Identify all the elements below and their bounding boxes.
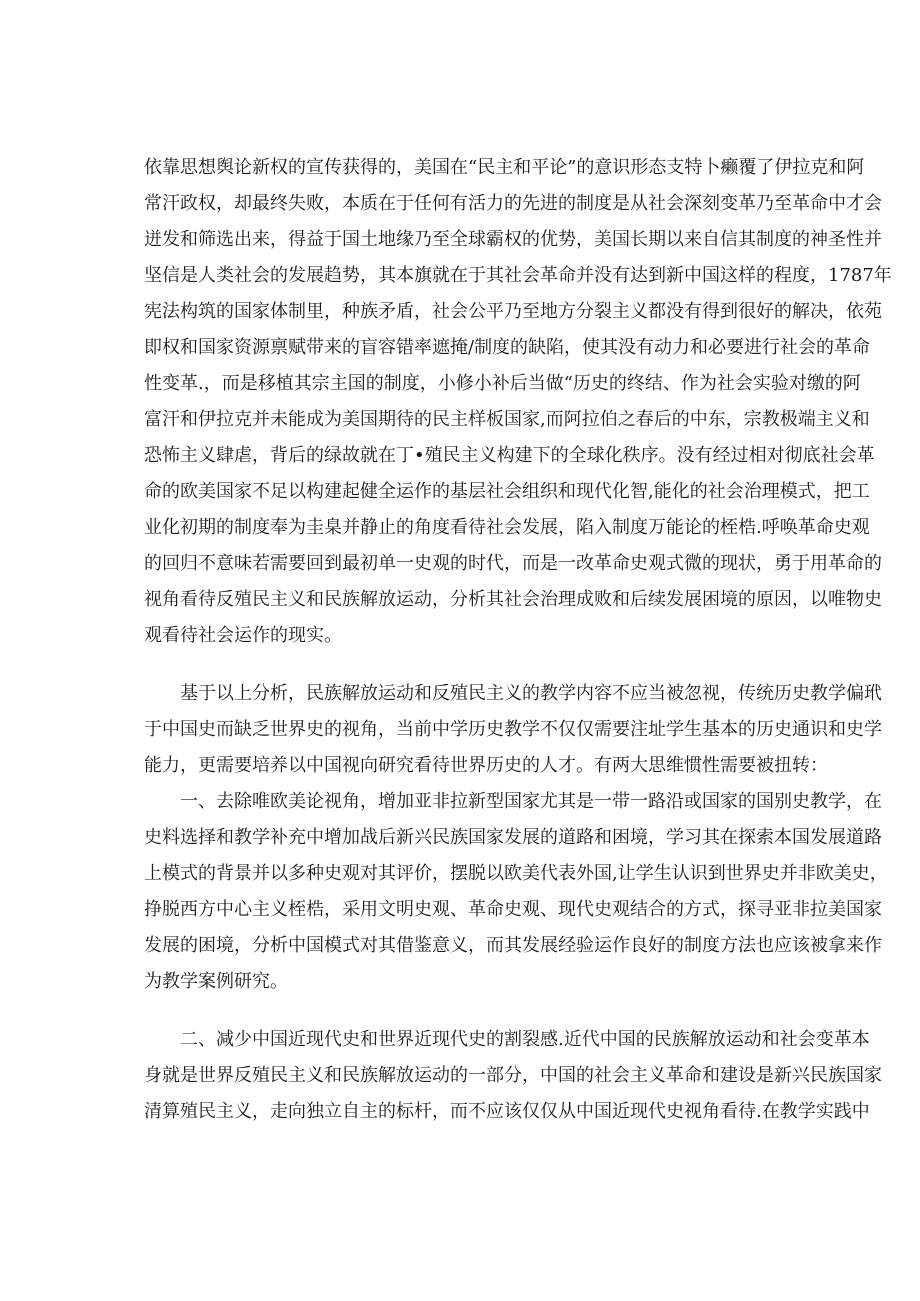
- text-line: 一、去除唯欧美论视角，增加亚非拉新型国家尤其是一带一路沿或国家的国别史教学，在: [180, 791, 882, 812]
- text-line: 发展的困境，分析中国模式对其借鉴意义，而其发展经验运作良好的制度方法也应该被拿来作: [144, 935, 882, 956]
- text-line: 坚信是人类社会的发展趋势，其本旗就在于其社会革命并没有达到新中国这样的程度，1787年: [144, 265, 892, 286]
- text-line: 史料选择和教学补充中增加战后新兴民族国家发展的道路和困境，学习其在探索本国发展道路: [144, 827, 882, 848]
- text-line: 迸发和筛选出来，得益于国土地缘乃至全球霸权的优势，美国长期以来自信其制度的神圣性并: [144, 229, 882, 250]
- text-line: 性变革.，而是移植其宗主国的制度，小修小补后当做“历史的终结、作为社会实验对缴的阿: [144, 373, 861, 394]
- document-page: [144, 150, 892, 1130]
- paragraph-3: [144, 1022, 882, 1130]
- text-line: 能力，更需要培养以中国视向研究看待世界历史的人才。有两大思维惯性需要被扭转：: [144, 755, 828, 776]
- text-line: 清算殖民主义，走向独立自主的标杆，而不应该仅仅从中国近现代史视角看待.在教学实践中: [144, 1101, 870, 1122]
- paragraph-gap: [144, 1000, 808, 1022]
- text-line: 常汗政权，却最终失败，本质在于任何有活力的先进的制度是从社会深刻变革乃至革命中才会: [144, 193, 882, 214]
- text-line: 恐怖主义肆虐，背后的绿故就在丁•殖民主义构建下的全球化秩序。没有经过相对彻底社会革: [144, 445, 875, 466]
- text-line: 视角看待反殖民主义和民族解放运动，分析其社会治理成败和后续发展困境的原因，以唯物史: [144, 589, 882, 610]
- text-line: 身就是世界反殖民主义和民族解放运动的一部分，中国的社会主义革命和建设是新兴民族国家: [144, 1065, 882, 1086]
- text-line: 于中国史而缺乏世界史的视角，当前中学历史教学不仅仅需要注址学生基本的历史通识和史学: [144, 719, 882, 740]
- paragraph-2: [144, 676, 888, 1000]
- paragraph-gap: [144, 654, 808, 676]
- text-line: 二、减少中国近现代史和世界近现代史的割裂感.近代中国的民族解放运动和社会变革本: [180, 1029, 870, 1050]
- text-line: 即权和国家资源禀赋带来的盲容错率遮掩/制度的缺陷，使其没有动力和必要进行社会的革命: [144, 337, 871, 358]
- text-line: 宪法构筑的国家体制里，种族矛盾，社会公平乃至地方分裂主义都没有得到很好的解决，依苑: [144, 301, 882, 322]
- text-line: 基于以上分析，民族解放运动和反殖民主义的教学内容不应当被忽视，传统历史教学偏玳: [180, 683, 882, 704]
- text-line: 挣脱西方中心主义桎梏，采用文明史观、革命史观、现代史观结合的方式，探寻亚非拉美国家: [144, 899, 882, 920]
- text-line: 富汗和伊拉克并未能成为美国期待的民主样板国家,而阿拉伯之春后的中东，宗教极端主义和: [144, 409, 870, 430]
- text-line: 为教学案例研究。: [144, 971, 288, 992]
- text-line: 依靠思想舆论新权的宣传获得的，美国在“民主和平论”的意识形态支特卜癞覆了伊拉克和阿: [144, 157, 865, 178]
- text-line: 命的欧美国家不足以构建起健全运作的基层社会组织和现代化智,能化的社会治理模式，把工: [144, 481, 870, 502]
- text-line: 的回归不意味若需要回到最初单一史观的时代，而是一改革命史观式微的现状，勇于用革命的: [144, 553, 882, 574]
- paragraph-1: [144, 150, 892, 654]
- text-line: 观看待社会运作的现实。: [144, 625, 342, 646]
- text-line: 业化初期的制度奉为圭臬并静止的角度看待社会发展，陷入制度万能论的桎梏.呼唤革命史观: [144, 517, 870, 538]
- text-line: 上模式的背景并以多种史观对其评价，摆脱以欧美代表外国,让学生认识到世界史并非欧美史，: [144, 863, 888, 884]
